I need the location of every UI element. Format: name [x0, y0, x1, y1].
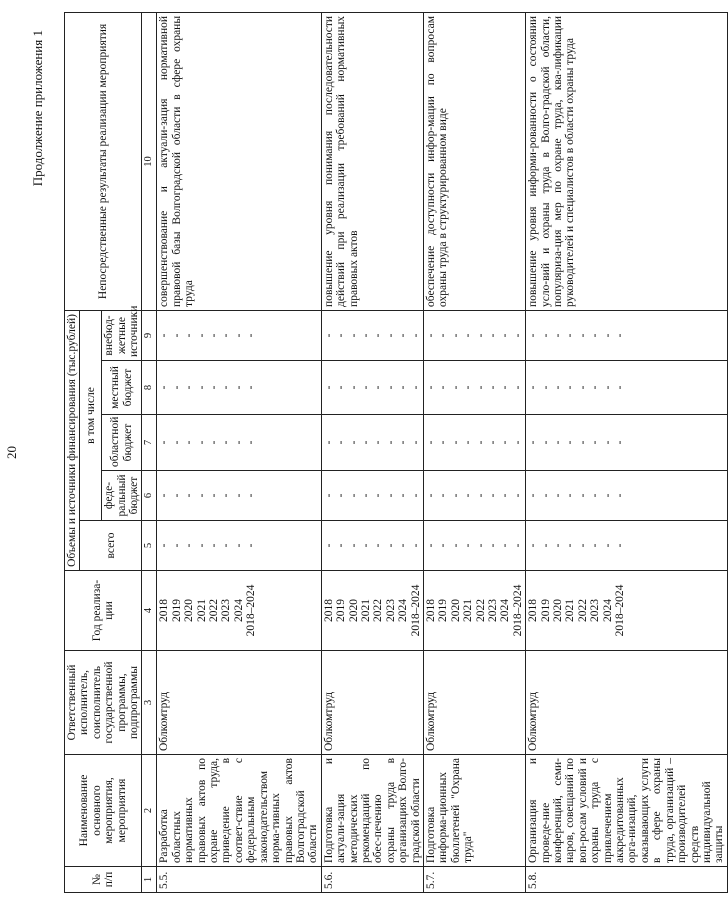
header-including: в том числе — [80, 310, 102, 520]
header-extrabudget: внебюд-жетные источники — [102, 310, 142, 360]
row-result: повышение уровня информи-рованности о состоянии усло-вий и охраны труда в Волго-градской области, популяриза-ция мер по охране труда, ква-лификации руководителей и специалистов в области охраны труда — [526, 12, 728, 310]
column-number-row — [142, 12, 157, 892]
col-number: 6 — [142, 471, 157, 521]
page-number: 20 — [4, 446, 19, 459]
header-local: местный бюджет — [102, 361, 142, 415]
row-executor: Облкомтруд — [423, 651, 525, 755]
row-regional: - - - - - - - - — [321, 415, 423, 471]
row-regional: - - - - - - - - — [423, 415, 525, 471]
row-years: 2018 2019 2020 2021 2022 2023 2024 2018–2024 — [321, 571, 423, 651]
col-number: 5 — [142, 521, 157, 571]
row-executor: Облкомтруд — [321, 651, 423, 755]
row-extrabudget: - - - - - - - - — [526, 310, 728, 360]
row-executor: Облкомтруд — [526, 651, 728, 755]
col-number: 2 — [142, 755, 157, 867]
row-federal: - - - - - - - - — [526, 471, 728, 521]
table-row — [157, 12, 321, 892]
row-name: Разработка областных нормативных правовых актов по охране труда, приведение в соответ-ствие с федеральным законодательством норма-тивных правовых актов Волгоградской области — [157, 755, 321, 867]
col-number: 3 — [142, 651, 157, 755]
row-name: Подготовка информа-ционных бюллетеней "Охрана труда" — [423, 755, 525, 867]
row-result: совершенствование и актуали-зация нормативной правовой базы Волгоградской области в сфере охраны труда — [157, 12, 321, 310]
row-federal: - - - - - - - - — [423, 471, 525, 521]
row-federal: - - - - - - - - — [321, 471, 423, 521]
header-federal: феде-ральный бюджет — [102, 471, 142, 521]
header-executor: Ответственный исполнитель, соисполнитель государственной программы, подпрограммы — [65, 651, 142, 755]
row-years: 2018 2019 2020 2021 2022 2023 2024 2018–2024 — [157, 571, 321, 651]
table-row — [321, 12, 423, 892]
row-regional: - - - - - - - - — [526, 415, 728, 471]
row-total: - - - - - - - - — [423, 521, 525, 571]
row-extrabudget: - - - - - - - - — [157, 310, 321, 360]
row-extrabudget: - - - - - - - - — [321, 310, 423, 360]
header-regional: областной бюджет — [102, 415, 142, 471]
row-years: 2018 2019 2020 2021 2022 2023 2024 2018–2024 — [423, 571, 525, 651]
row-regional: - - - - - - - - — [157, 415, 321, 471]
row-num: 5.7. — [423, 867, 525, 893]
header-total: всего — [80, 521, 142, 571]
row-name: Организация и проведе-ние конференций, семи-наров, совещаний по воп-росам условий и охраны труда с привлечением аккредитованных орга-низаций, оказывающих услуги в сфере охраны труда, организаций – производителей средств индивидуальной защиты — [526, 755, 728, 867]
row-local: - - - - - - - - — [157, 361, 321, 415]
header-num: № п/п — [65, 867, 142, 893]
header-year: Год реализа-ции — [65, 571, 142, 651]
header-funding: Объемы и источники финансирования (тыс.рублей) — [65, 310, 80, 570]
continuation-title: Продолжение приложения 1 — [30, 30, 45, 187]
table-row — [423, 12, 525, 892]
row-extrabudget: - - - - - - - - — [423, 310, 525, 360]
row-total: - - - - - - - - — [526, 521, 728, 571]
row-total: - - - - - - - - — [321, 521, 423, 571]
row-num: 5.6. — [321, 867, 423, 893]
row-result: повышение уровня понимания последовательности действий при реализации требований нормативных правовых актов — [321, 12, 423, 310]
header-result: Непосредственные результаты реализации мероприятия — [65, 12, 142, 310]
row-years: 2018 2019 2020 2021 2022 2023 2024 2018–2024 — [526, 571, 728, 651]
row-local: - - - - - - - - — [423, 361, 525, 415]
col-number: 1 — [142, 867, 157, 893]
row-total: - - - - - - - - — [157, 521, 321, 571]
col-number: 10 — [142, 12, 157, 310]
row-result: обеспечение доступности инфор-мации по вопросам охраны труда в структурированном виде — [423, 12, 525, 310]
row-federal: - - - - - - - - — [157, 471, 321, 521]
row-executor: Облкомтруд — [157, 651, 321, 755]
col-number: 4 — [142, 571, 157, 651]
table-row — [526, 12, 728, 892]
header-name: Наименование основного мероприятия, мероприятия — [65, 755, 142, 867]
row-local: - - - - - - - - — [526, 361, 728, 415]
col-number: 7 — [142, 415, 157, 471]
col-number: 8 — [142, 361, 157, 415]
row-num: 5.5. — [157, 867, 321, 893]
row-local: - - - - - - - - — [321, 361, 423, 415]
row-num: 5.8. — [526, 867, 728, 893]
program-table — [64, 12, 728, 893]
col-number: 9 — [142, 310, 157, 360]
row-name: Подготовка и актуали-зация методических рекомендаций по обес-печению охраны труда в организациях Волго-градской области — [321, 755, 423, 867]
